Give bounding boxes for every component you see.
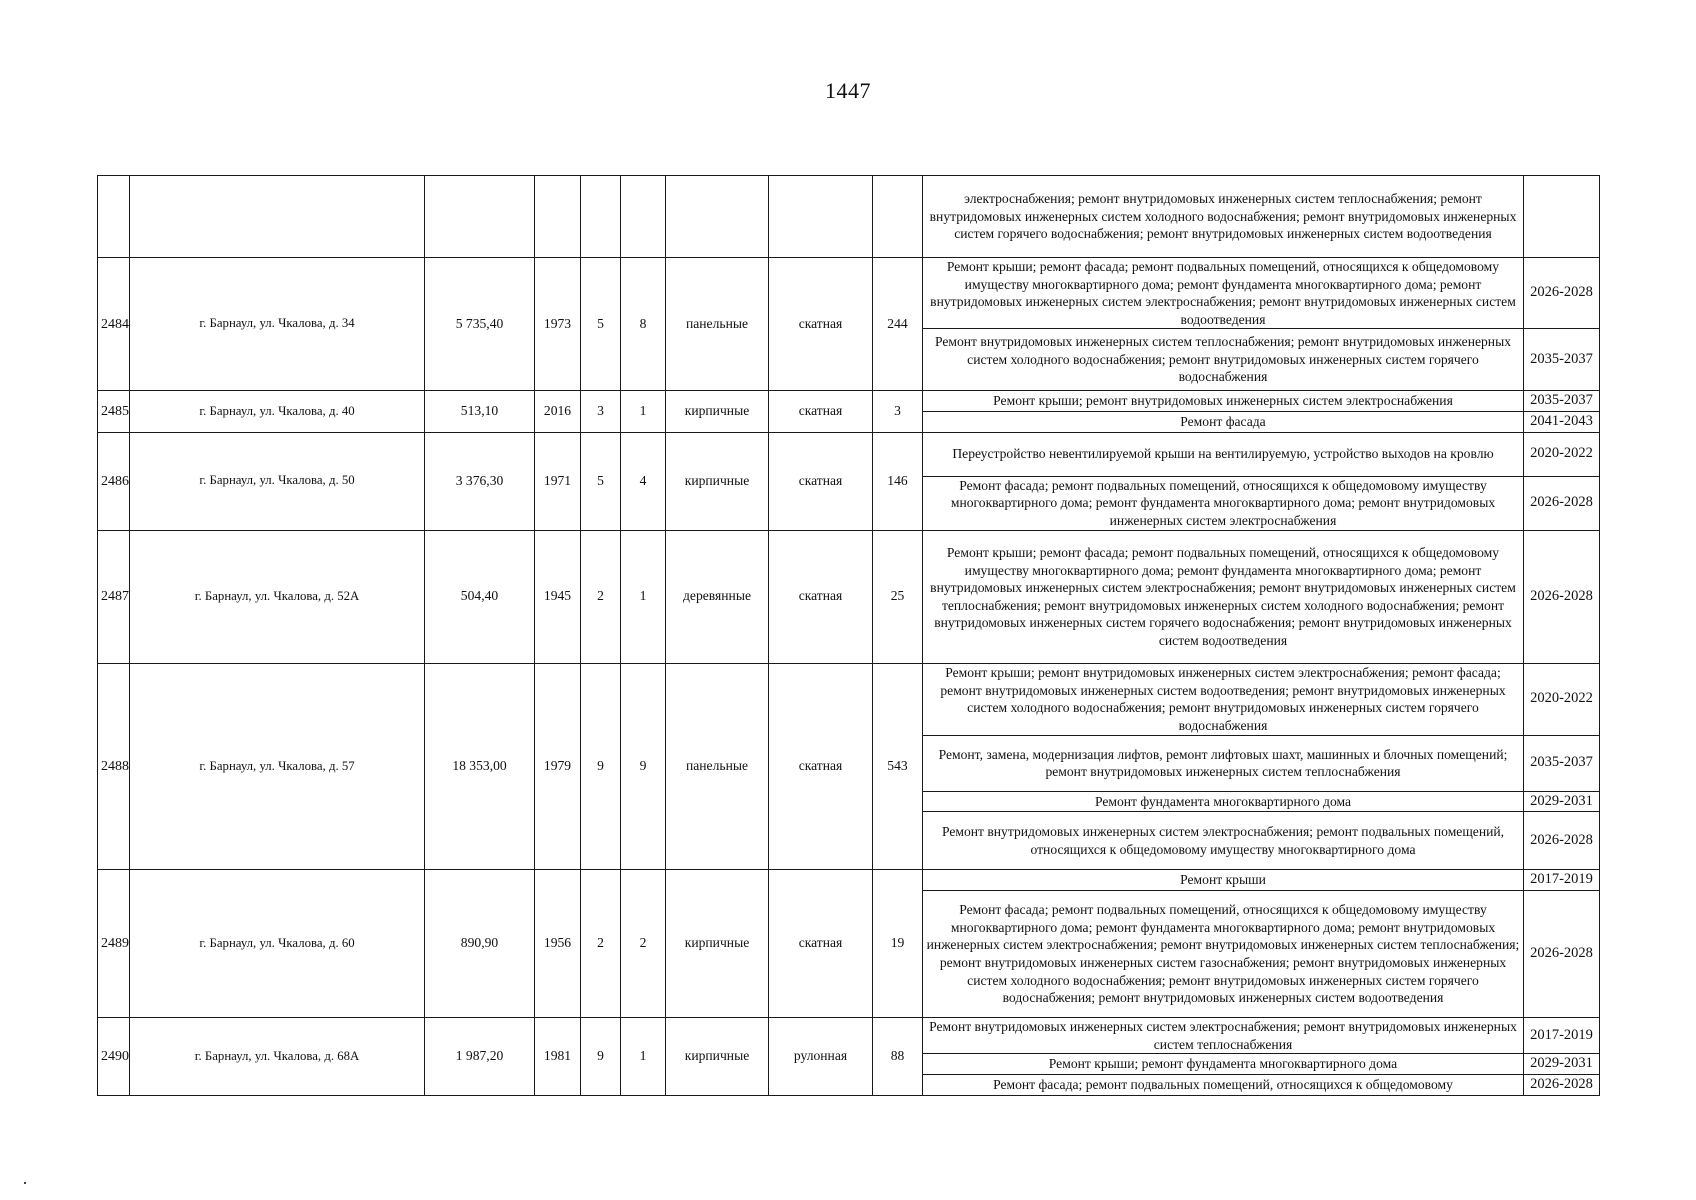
cell-year: 1956 xyxy=(535,870,581,1018)
cell-area: 5 735,40 xyxy=(425,258,535,391)
cell-floors: 2 xyxy=(581,530,621,663)
cell-walls: кирпичные xyxy=(666,1018,769,1096)
cell-num: 2489 xyxy=(98,870,130,1018)
table-row xyxy=(98,432,1600,476)
cell-works: Ремонт крыши xyxy=(923,870,1524,891)
cell-period: 2017-2019 xyxy=(1524,870,1600,891)
cell-year: 1973 xyxy=(535,258,581,391)
cell-num: 2487 xyxy=(98,530,130,663)
cell-residents: 146 xyxy=(873,432,923,530)
cell-residents: 25 xyxy=(873,530,923,663)
cell-year: 1945 xyxy=(535,530,581,663)
cell-roof: скатная xyxy=(769,258,873,391)
table-row xyxy=(98,1018,1600,1054)
cell-year: 1971 xyxy=(535,432,581,530)
cell-works: Ремонт внутридомовых инженерных систем теплоснабжения; ремонт внутридомовых инженерных систем холодного водоснабжения; ремонт внутридомовых инженерных систем горячего водоснабжения xyxy=(923,329,1524,391)
cell-num xyxy=(98,176,130,258)
cell-num: 2486 xyxy=(98,432,130,530)
cell-period: 2035-2037 xyxy=(1524,735,1600,791)
cell-period: 2026-2028 xyxy=(1524,812,1600,870)
cell-works: Ремонт крыши; ремонт фасада; ремонт подвальных помещений, относящихся к общедомовому имуществу многоквартирного дома; ремонт фундамента многоквартирного дома; ремонт внутридомовых инженерных систем электроснабжения; ремонт внутридомовых инженерных систем теплоснабжения; ремонт внутридомовых инженерных систем холодного водоснабжения; ремонт внутридомовых инженерных систем горячего водоснабжения; ремонт внутридомовых инженерных систем водоотведения xyxy=(923,530,1524,663)
cell-walls: кирпичные xyxy=(666,870,769,1018)
cell-area xyxy=(425,176,535,258)
cell-period: 2035-2037 xyxy=(1524,329,1600,391)
cell-works: Ремонт крыши; ремонт фундамента многоквартирного дома xyxy=(923,1054,1524,1075)
cell-residents xyxy=(873,176,923,258)
cell-walls: панельные xyxy=(666,663,769,870)
cell-period: 2041-2043 xyxy=(1524,411,1600,432)
cell-works: Ремонт крыши; ремонт внутридомовых инженерных систем электроснабжения; ремонт фасада; ремонт внутридомовых инженерных систем водоотведения; ремонт внутридомовых инженерных систем холодного водоснабжения; ремонт внутридомовых инженерных систем горячего водоснабжения xyxy=(923,663,1524,735)
cell-works: электроснабжения; ремонт внутридомовых инженерных систем теплоснабжения; ремонт внутридомовых инженерных систем холодного водоснабжения; ремонт внутридомовых инженерных систем горячего водоснабжения; ремонт внутридомовых инженерных систем водоотведения xyxy=(923,176,1524,258)
table-row xyxy=(98,663,1600,735)
cell-period: 2020-2022 xyxy=(1524,663,1600,735)
cell-works: Ремонт фасада; ремонт подвальных помещений, относящихся к общедомовому имуществу многоквартирного дома; ремонт фундамента многоквартирного дома; ремонт внутридомовых инженерных систем электроснабжения; ремонт внутридомовых инженерных систем теплоснабжения; ремонт внутридомовых инженерных систем газоснабжения; ремонт внутридомовых инженерных систем холодного водоснабжения; ремонт внутридомовых инженерных систем горячего водоснабжения; ремонт внутридомовых инженерных систем водоотведения xyxy=(923,891,1524,1018)
cell-num: 2485 xyxy=(98,391,130,432)
cell-area: 3 376,30 xyxy=(425,432,535,530)
cell-entrances: 2 xyxy=(621,870,666,1018)
cell-floors xyxy=(581,176,621,258)
cell-works: Ремонт фасада xyxy=(923,411,1524,432)
cell-year: 2016 xyxy=(535,391,581,432)
cell-num: 2490 xyxy=(98,1018,130,1096)
cell-walls xyxy=(666,176,769,258)
cell-works: Ремонт крыши; ремонт внутридомовых инженерных систем электроснабжения xyxy=(923,391,1524,412)
cell-floors: 5 xyxy=(581,258,621,391)
cell-floors: 3 xyxy=(581,391,621,432)
cell-period xyxy=(1524,176,1600,258)
table-row xyxy=(98,870,1600,891)
cell-residents: 543 xyxy=(873,663,923,870)
cell-entrances xyxy=(621,176,666,258)
cell-address: г. Барнаул, ул. Чкалова, д. 34 xyxy=(130,258,425,391)
page-number: 1447 xyxy=(825,78,871,103)
cell-num: 2484 xyxy=(98,258,130,391)
cell-year: 1979 xyxy=(535,663,581,870)
cell-period: 2029-2031 xyxy=(1524,1054,1600,1075)
cell-works: Переустройство невентилируемой крыши на вентилируемую, устройство выходов на кровлю xyxy=(923,432,1524,476)
cell-address: г. Барнаул, ул. Чкалова, д. 50 xyxy=(130,432,425,530)
cell-year xyxy=(535,176,581,258)
cell-residents: 88 xyxy=(873,1018,923,1096)
cell-walls: кирпичные xyxy=(666,432,769,530)
cell-residents: 19 xyxy=(873,870,923,1018)
cell-walls: панельные xyxy=(666,258,769,391)
cell-roof: скатная xyxy=(769,432,873,530)
cell-works: Ремонт фасада; ремонт подвальных помещений, относящихся к общедомовому имуществу многоквартирного дома; ремонт фундамента многоквартирного дома; ремонт внутридомовых инженерных систем электроснабжения xyxy=(923,476,1524,530)
cell-period: 2026-2028 xyxy=(1524,258,1600,329)
cell-area: 18 353,00 xyxy=(425,663,535,870)
cell-period: 2026-2028 xyxy=(1524,530,1600,663)
cell-floors: 2 xyxy=(581,870,621,1018)
table-row xyxy=(98,530,1600,663)
cell-period: 2029-2031 xyxy=(1524,791,1600,812)
cell-area: 1 987,20 xyxy=(425,1018,535,1096)
housing-repair-table xyxy=(97,175,1600,1096)
table-body xyxy=(98,176,1600,1096)
cell-floors: 5 xyxy=(581,432,621,530)
cell-entrances: 4 xyxy=(621,432,666,530)
cell-works: Ремонт крыши; ремонт фасада; ремонт подвальных помещений, относящихся к общедомовому имуществу многоквартирного дома; ремонт фундамента многоквартирного дома; ремонт внутридомовых инженерных систем электроснабжения; ремонт внутридомовых инженерных систем водоотведения xyxy=(923,258,1524,329)
cell-entrances: 1 xyxy=(621,391,666,432)
cell-residents: 3 xyxy=(873,391,923,432)
cell-floors: 9 xyxy=(581,1018,621,1096)
cell-roof: скатная xyxy=(769,663,873,870)
cell-address: г. Барнаул, ул. Чкалова, д. 60 xyxy=(130,870,425,1018)
cell-roof xyxy=(769,176,873,258)
table-row xyxy=(98,391,1600,412)
continuation-row xyxy=(98,176,1600,258)
cell-residents: 244 xyxy=(873,258,923,391)
cell-works: Ремонт внутридомовых инженерных систем электроснабжения; ремонт внутридомовых инженерных систем теплоснабжения xyxy=(923,1018,1524,1054)
cell-address: г. Барнаул, ул. Чкалова, д. 57 xyxy=(130,663,425,870)
cell-works: Ремонт внутридомовых инженерных систем электроснабжения; ремонт подвальных помещений, относящихся к общедомовому имуществу многоквартирного дома xyxy=(923,812,1524,870)
cell-roof: скатная xyxy=(769,870,873,1018)
cell-year: 1981 xyxy=(535,1018,581,1096)
cell-works: Ремонт фасада; ремонт подвальных помещений, относящихся к общедомовому xyxy=(923,1074,1524,1095)
cell-walls: кирпичные xyxy=(666,391,769,432)
cell-period: 2017-2019 xyxy=(1524,1018,1600,1054)
cell-entrances: 8 xyxy=(621,258,666,391)
cell-period: 2026-2028 xyxy=(1524,891,1600,1018)
cell-address: г. Барнаул, ул. Чкалова, д. 68А xyxy=(130,1018,425,1096)
cell-entrances: 1 xyxy=(621,530,666,663)
cell-entrances: 9 xyxy=(621,663,666,870)
cell-address: г. Барнаул, ул. Чкалова, д. 52А xyxy=(130,530,425,663)
cell-floors: 9 xyxy=(581,663,621,870)
cell-address: г. Барнаул, ул. Чкалова, д. 40 xyxy=(130,391,425,432)
cell-period: 2035-2037 xyxy=(1524,391,1600,412)
cell-roof: скатная xyxy=(769,391,873,432)
scan-speck xyxy=(24,1182,26,1184)
cell-walls: деревянные xyxy=(666,530,769,663)
cell-works: Ремонт, замена, модернизация лифтов, ремонт лифтовых шахт, машинных и блочных помещений; ремонт внутридомовых инженерных систем теплоснабжения xyxy=(923,735,1524,791)
cell-num: 2488 xyxy=(98,663,130,870)
table-row xyxy=(98,258,1600,329)
cell-period: 2026-2028 xyxy=(1524,476,1600,530)
cell-roof: скатная xyxy=(769,530,873,663)
cell-works: Ремонт фундамента многоквартирного дома xyxy=(923,791,1524,812)
cell-period: 2020-2022 xyxy=(1524,432,1600,476)
cell-period: 2026-2028 xyxy=(1524,1074,1600,1095)
cell-roof: рулонная xyxy=(769,1018,873,1096)
cell-area: 513,10 xyxy=(425,391,535,432)
cell-entrances: 1 xyxy=(621,1018,666,1096)
cell-address xyxy=(130,176,425,258)
cell-area: 504,40 xyxy=(425,530,535,663)
cell-area: 890,90 xyxy=(425,870,535,1018)
